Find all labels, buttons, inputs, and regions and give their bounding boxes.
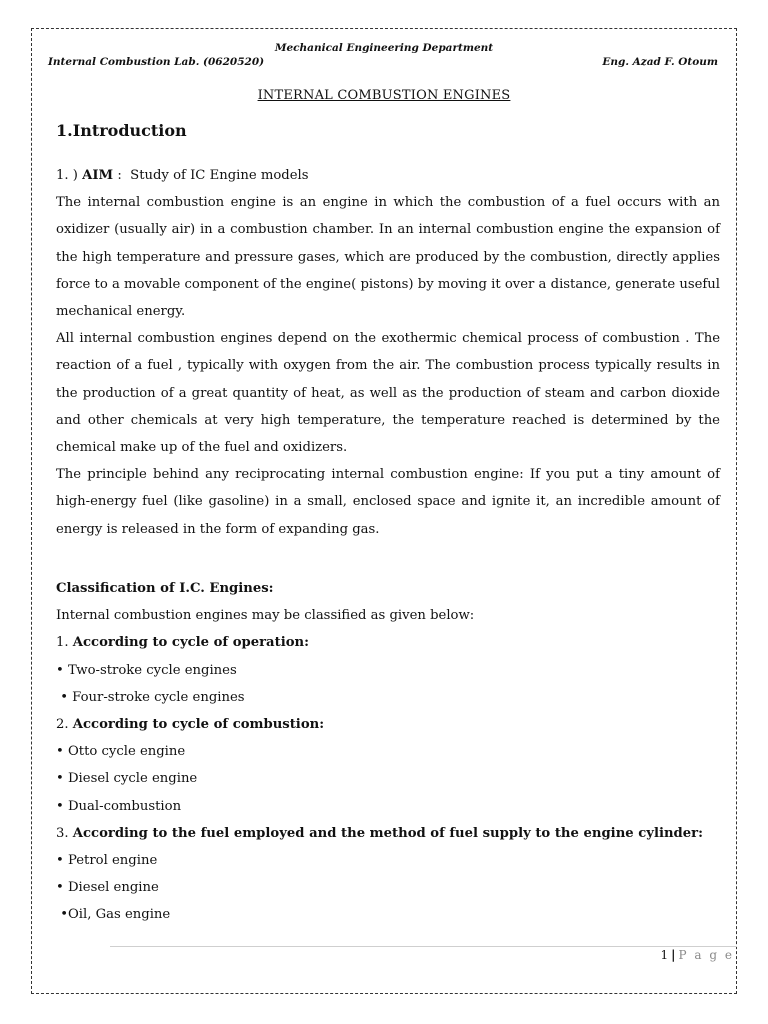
list-item: • Dual-combustion [56, 798, 182, 814]
classification-section [56, 575, 720, 929]
group-number: 3. [56, 825, 73, 841]
header-course: Internal Combustion Lab. (0620520) [48, 56, 265, 68]
group-number: 1. [56, 635, 73, 651]
list-item: • Diesel cycle engine [56, 771, 198, 787]
aim-label: AIM [82, 168, 114, 183]
group-heading [56, 711, 720, 738]
group-heading [56, 629, 720, 656]
list-item: • Two-stroke cycle engines [56, 662, 237, 678]
section-heading: 1.Introduction [56, 121, 187, 140]
header-instructor: Eng. Azad F. Otoum [602, 56, 718, 68]
group-title: According to the fuel employed and the method of fuel supply to the engine cylinder: [72, 825, 703, 841]
list-item: • Petrol engine [56, 853, 158, 869]
paragraph-definition: The internal combustion engine is an engine in which the combustion of a fuel occurs with an oxidizer (usually air) in a combustion chamber. In an internal combustion engine the expansion of the high temperature and pressure gases, which are produced by the combustion, directly applies force to a movable component of the engine( pistons) by moving it over a distance, generate useful mechanical energy. [56, 195, 720, 320]
list-item: •Oil, Gas engine [56, 907, 171, 923]
paragraph-principle: The principle behind any reciprocating internal combustion engine: If you put a tiny amount of high-energy fuel (like gasoline) in a small, enclosed space and ignite it, an incredible amount of energy is released in the form of expanding gas. [56, 467, 720, 537]
group-title: According to cycle of combustion: [72, 717, 325, 733]
page-footer [661, 948, 734, 962]
list-item: • Four-stroke cycle engines [56, 689, 245, 705]
footer-separator: | [671, 948, 676, 962]
list-item: • Diesel engine [56, 880, 159, 896]
aim-prefix: 1. ) [56, 168, 83, 183]
page-label: P a g e [678, 948, 734, 962]
classification-intro: Internal combustion engines may be classified as given below: [56, 608, 475, 624]
aim-line [56, 162, 720, 189]
document-title: INTERNAL COMBUSTION ENGINES [257, 88, 511, 103]
page-number: 1 [660, 948, 669, 962]
group-title: According to cycle of operation: [72, 635, 309, 651]
group-heading [56, 820, 720, 847]
header-department: Mechanical Engineering Department [274, 42, 494, 54]
classification-heading: Classification of I.C. Engines: [56, 581, 274, 596]
group-number: 2. [56, 717, 73, 733]
paragraph-combustion: All internal combustion engines depend on the exothermic chemical process of combustion . The reaction of a fuel , typically with oxygen from the air. The combustion process typically results in the production of a great quantity of heat, as well as the production of steam and carbon dioxide and other chemicals at very high temperature, the temperature reached is determined by the chemical make up of the fuel and oxidizers. [56, 331, 720, 456]
aim-text: Study of IC Engine models [130, 168, 309, 183]
introduction-body [56, 162, 720, 543]
list-item: • Otto cycle engine [56, 744, 186, 760]
footer-divider [110, 946, 737, 947]
aim-separator: : [113, 168, 131, 183]
